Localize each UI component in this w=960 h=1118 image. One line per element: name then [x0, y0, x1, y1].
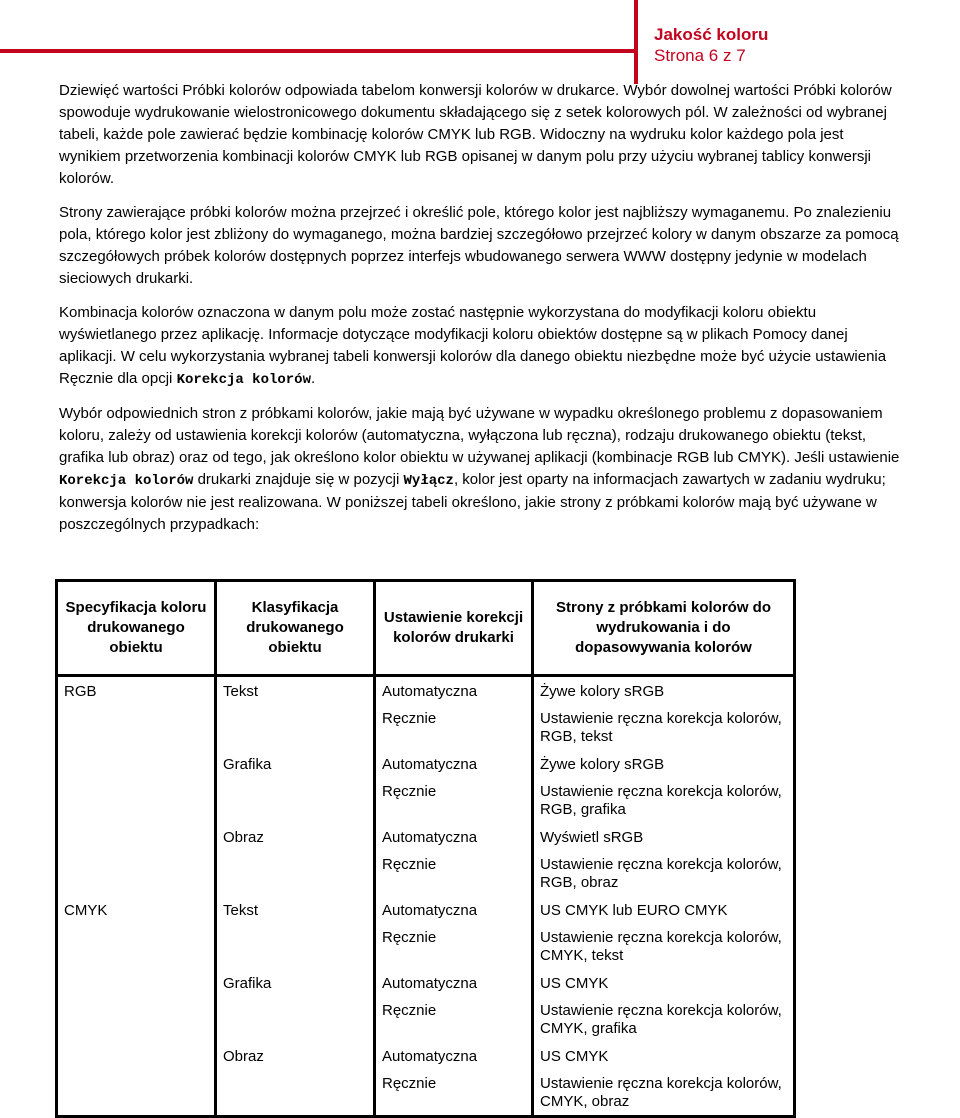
table-cell	[57, 1070, 216, 1117]
header-side-rule	[634, 0, 638, 84]
table-cell: US CMYK	[533, 1042, 795, 1070]
table-cell: Automatyczna	[375, 896, 533, 924]
table-header-row	[57, 581, 795, 676]
column-header: Specyfikacja koloru drukowanego obiektu	[57, 581, 216, 676]
column-header: Strony z próbkami kolorów do wydrukowania i do dopasowywania kolorów	[533, 581, 795, 676]
paragraph-4-text-c: , kolor jest oparty na informacjach zawartych w zadaniu wydruku; konwersja kolorów nie jest realizowana. W poniższej tabeli określono, jakie strony z próbkami kolorów mają być używane w poszczególnych przypadkach:	[59, 471, 886, 533]
table-cell: Żywe kolory sRGB	[533, 750, 795, 778]
paragraph-1: Dziewięć wartości Próbki kolorów odpowiada tabelom konwersji kolorów w drukarce. Wybór dowolnej wartości Próbki kolorów spowoduje wydrukowanie wielostronicowego dokumentu składającego się z setek kolorowych pól. W zależności od wybranej tabeli, każde pole zawierać będzie kombinację kolorów CMYK lub RGB. Widoczny na wydruku kolor każdego pola jest wynikiem przetworzenia kombinacji kolorów CMYK lub RGB opisanej w danym polu przy użyciu wybranej tablicy konwersji kolorów.	[59, 82, 892, 187]
table-cell: Ręcznie	[375, 1070, 533, 1117]
table-cell	[216, 778, 375, 823]
table-cell	[216, 1070, 375, 1117]
table-cell: RGB	[57, 676, 216, 706]
table-cell: Obraz	[216, 823, 375, 851]
page-title: Jakość koloru	[654, 25, 769, 44]
table-cell: Ręcznie	[375, 997, 533, 1042]
table-row	[57, 705, 795, 750]
table-cell	[57, 924, 216, 969]
paragraph-4-text-a: Wybór odpowiednich stron z próbkami kolorów, jakie mają być używane w wypadku określonego problemu z dopasowaniem koloru, zależy od ustawienia korekcji kolorów (automatyczna, wyłączona lub ręczna), rodzaju drukowanego obiektu (tekst, grafika lub obraz) oraz od tego, jak określono kolor obiektu w używanej aplikacji (kombinacje RGB lub CMYK). Jeśli ustawienie	[59, 405, 900, 466]
table-cell	[57, 851, 216, 896]
table-cell: Ustawienie ręczna korekcja kolorów, CMYK, grafika	[533, 997, 795, 1042]
table-row	[57, 969, 795, 997]
paragraph-3-text: Kombinacja kolorów oznaczona w danym polu może zostać następnie wykorzystana do modyfikacji koloru obiektu wyświetlanego przez aplikację. Informacje dotyczące modyfikacji koloru obiektów dostępne są w plikach Pomocy danej aplikacji. W celu wykorzystania wybranej tabeli konwersji kolorów dla danego obiektu niezbędne może być użycie ustawienia Ręcznie dla opcji	[59, 304, 887, 387]
table-cell	[57, 823, 216, 851]
table-cell: Tekst	[216, 896, 375, 924]
column-header: Klasyfikacja drukowanego obiektu	[216, 581, 375, 676]
table-cell: Grafika	[216, 750, 375, 778]
table-cell: Automatyczna	[375, 969, 533, 997]
table-cell: Automatyczna	[375, 823, 533, 851]
color-samples-table	[55, 579, 796, 1118]
paragraph-4	[59, 403, 904, 536]
table-cell	[216, 705, 375, 750]
option-name-code: Korekcja kolorów	[176, 372, 311, 388]
table-cell	[57, 969, 216, 997]
paragraph-3-end: .	[310, 370, 316, 387]
table-cell	[216, 997, 375, 1042]
table-cell: Ręcznie	[375, 851, 533, 896]
table-row	[57, 1042, 795, 1070]
table-cell	[57, 778, 216, 823]
table-cell: Ręcznie	[375, 778, 533, 823]
table-cell: Automatyczna	[375, 750, 533, 778]
table-cell: US CMYK	[533, 969, 795, 997]
table-row	[57, 924, 795, 969]
paragraph-4-text-b: drukarki znajduje się w pozycji	[193, 471, 404, 488]
table-cell	[216, 851, 375, 896]
table-cell: CMYK	[57, 896, 216, 924]
table-cell: Wyświetl sRGB	[533, 823, 795, 851]
table-cell: Automatyczna	[375, 676, 533, 706]
table-cell: Żywe kolory sRGB	[533, 676, 795, 706]
paragraph-3	[59, 302, 904, 391]
table-cell: Tekst	[216, 676, 375, 706]
table-cell: Ręcznie	[375, 924, 533, 969]
table-cell	[57, 705, 216, 750]
header-rule	[0, 49, 634, 53]
table-cell: Grafika	[216, 969, 375, 997]
page-number: Strona 6 z 7	[654, 46, 746, 65]
table-cell	[57, 997, 216, 1042]
table-cell: Ustawienie ręczna korekcja kolorów, RGB, grafika	[533, 778, 795, 823]
table-cell	[57, 750, 216, 778]
table-row	[57, 851, 795, 896]
column-header: Ustawienie korekcji kolorów drukarki	[375, 581, 533, 676]
table-cell: Automatyczna	[375, 1042, 533, 1070]
table-cell: Ustawienie ręczna korekcja kolorów, RGB, tekst	[533, 705, 795, 750]
table-cell	[216, 924, 375, 969]
document-body	[59, 80, 904, 548]
table-cell: Ręcznie	[375, 705, 533, 750]
table-row	[57, 778, 795, 823]
table-cell	[57, 1042, 216, 1070]
table-row	[57, 676, 795, 706]
table-cell: Ustawienie ręczna korekcja kolorów, CMYK, obraz	[533, 1070, 795, 1117]
table-row	[57, 997, 795, 1042]
option-name-code: Korekcja kolorów	[59, 473, 194, 489]
paragraph-2: Strony zawierające próbki kolorów można przejrzeć i określić pole, którego kolor jest najbliższy wymaganemu. Po znalezieniu pola, którego kolor jest zbliżony do wymaganego, można bardziej szczegółowo przejrzeć kolory w danym obszarze za pomocą szczegółowych próbek kolorów dostępnych poprzez interfejs wbudowanego serwera WWW dostępny jedynie w modelach sieciowych drukarki.	[59, 204, 899, 287]
table-row	[57, 750, 795, 778]
table-row	[57, 896, 795, 924]
option-value-code: Wyłącz	[403, 473, 454, 489]
table-row	[57, 1070, 795, 1117]
table-cell: Obraz	[216, 1042, 375, 1070]
table-row	[57, 823, 795, 851]
table-cell: Ustawienie ręczna korekcja kolorów, RGB, obraz	[533, 851, 795, 896]
table-cell: Ustawienie ręczna korekcja kolorów, CMYK, tekst	[533, 924, 795, 969]
table-cell: US CMYK lub EURO CMYK	[533, 896, 795, 924]
